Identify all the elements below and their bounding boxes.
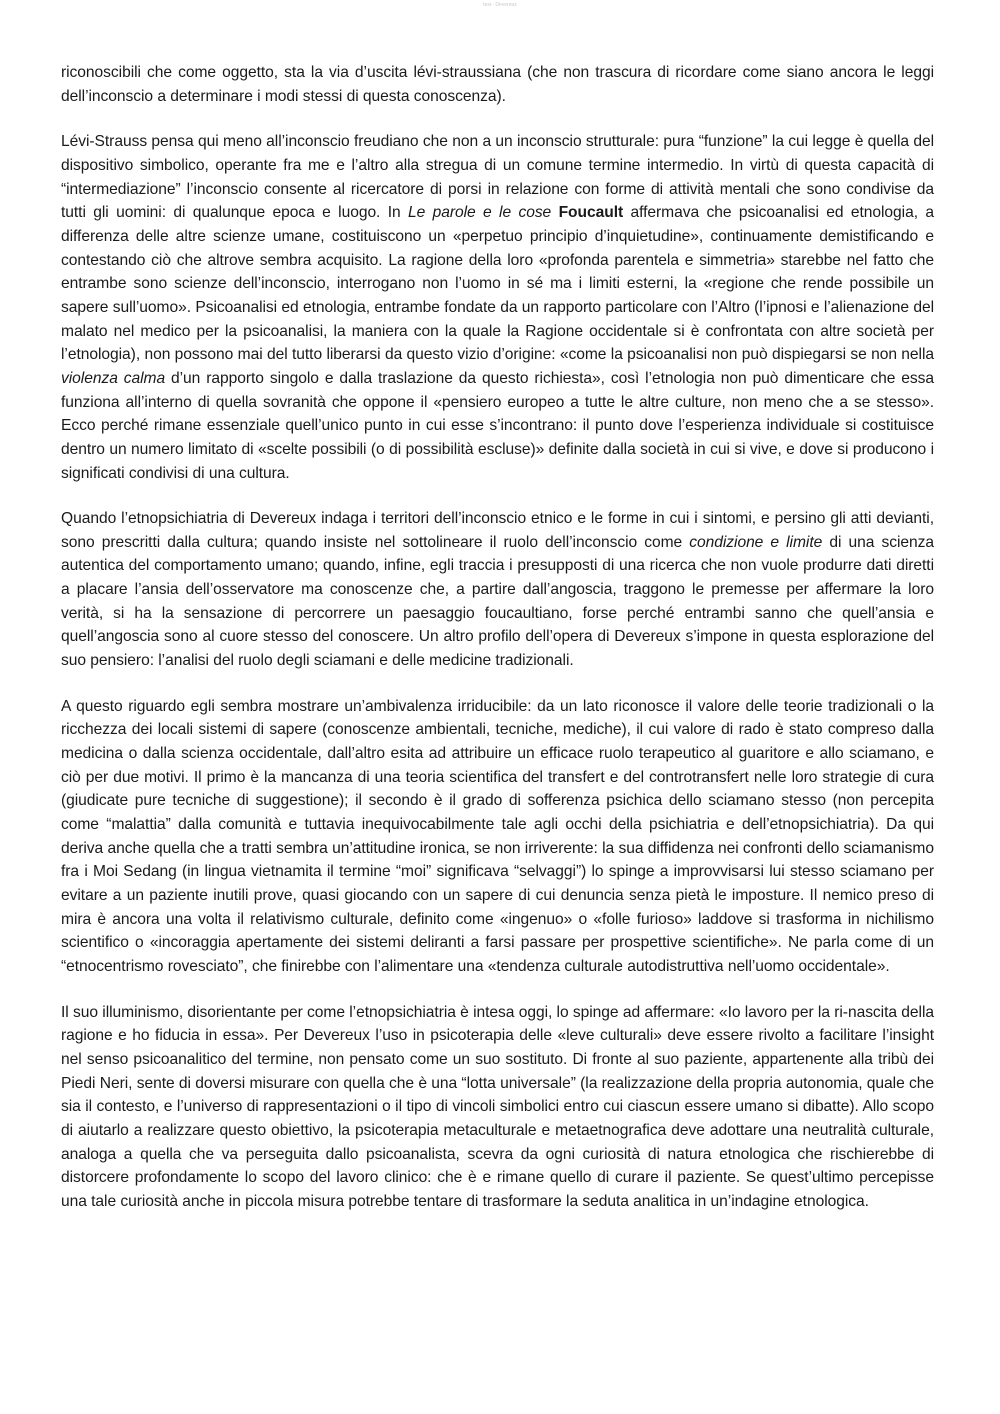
text-run: Quando l’etnopsichiatria di Devereux indaga i territori dell’inconscio etnico e le forme in cui i sintomi, e persino gli atti devianti, sono prescritti dalla cultura; quando insiste nel sottolineare il ruolo dell’inconscio come xyxy=(61,510,934,551)
document-body xyxy=(61,61,934,1214)
text-run: affermava che psicoanalisi ed etnologia, a differenza delle altre scienze umane, costituiscono un «perpetuo principio d’inquietudine», continuamente demistificando e contestando ciò che altrove sembra acquisito. La ragione della loro «profonda parentela e simmetria» starebbe nel fatto che entrambe sono scienze dell’inconscio, interrogano non l’uomo in sé ma i limiti esterni, la «regione che rende possibile un sapere sull’uomo». Psicoanalisi ed etnologia, entrambe fondate da un rapporto particolare con l’Altro (l’ipnosi e l’alienazione del malato nel medico per la psicoanalisi, la maniera con la quale la Ragione occidentale si è confrontata con altre società per l’etnologia), non possono mai del tutto liberarsi da questo vizio d’origine: «come la psicoanalisi non può dispiegarsi se non nella xyxy=(61,204,934,364)
italic-phrase: condizione e limite xyxy=(689,533,823,551)
paragraph-2 xyxy=(61,130,934,485)
text-run: riconoscibili che come oggetto, sta la via d’uscita lévi-straussiana (che non trascura di ricordare come siano ancora le leggi dell’inconscio a determinare i modi stessi di questa conoscenza). xyxy=(61,64,934,105)
text-run: A questo riguardo egli sembra mostrare un’ambivalenza irriducibile: da un lato riconosce il valore delle teorie tradizionali o la ricchezza dei locali sistemi di sapere (conoscenze ambientali, tecniche, mediche), il cui valore di rado è stato compreso dalla medicina o dalla scienza occidentale, dall’altro esita ad attribuire un efficace ruolo terapeutico al guaritore e allo sciamano, e ciò per due motivi. Il primo è la mancanza di una teoria scientifica del transfert e del controtransfert nelle loro strategie di cura (giudicate pure tecniche di suggestione); il secondo è il grado di sofferenza psichica dello sciamano stesso (non percepita come “malattia” dalla comunità e tuttavia inequivocabilmente tale agli occhi della psichiatria e dell’etnopsichiatria). Da qui deriva anche quella che a tratti sembra un’attitudine ironica, se non irriverente: la sua diffidenza nei confronti dello sciamanismo fra i Moi Sedang (in lingua vietnamita il termine “moi” significava “selvaggi”) lo spinge a improvvisarsi lui stesso sciamano per evitare a un paziente inutili prove, quasi giocando con un sapere di cui denuncia senza pietà le imposture. Il nemico preso di mira è ancora una volta il relativismo culturale, definito come «ingenuo» o «folle furioso» laddove si trasforma in nichilismo scientifico o «incoraggia apertamente dei sistemi deliranti a farsi passare per prospettive scientifiche». Ne parla come di un “etnocentrismo rovesciato”, che finirebbe con l’alimentare una «tendenza culturale autodistruttiva nell’uomo occidentale». xyxy=(61,697,934,975)
text-run: Il suo illuminismo, disorientante per come l’etnopsichiatria è intesa oggi, lo spinge ad affermare: «Io lavoro per la ri-nascita della ragione e ho fiducia in essa». Per Devereux l’uso in psicoterapia delle «leve culturali» deve essere rivolto a facilitare l’insight nel senso psicoanalitico del termine, non pensato come un suo sostituto. Di fronte al suo paziente, appartenente alla tribù dei Piedi Neri, sente di doversi misurare con quella che è una “lotta universale” (la realizzazione della propria autonomia, quale che sia il contesto, e l’universo di rappresentazioni o il tipo di vincoli simbolici entro cui ciascun essere umano si dibatte). Allo scopo di aiutarlo a realizzare questo obiettivo, la psicoterapia metaculturale e metaetnografica deve adottare una neutralità culturale, analoga a quella che va perseguita dallo psicoanalista, scevra da ogni curiosità di natura etnologica che rischierebbe di distorcere profondamente lo scopo del lavoro clinico: che è e rimane quello di curare il paziente. Se quest’ultimo percepisse una tale curiosità anche in piccola misura potrebbe tentare di trasformare la seduta analitica in un’indagine etnologica. xyxy=(61,1003,934,1210)
paragraph-1 xyxy=(61,61,934,108)
text-run: d’un rapporto singolo e dalla traslazione da questo richiesta», così l’etnologia non può dimenticare che essa funziona all’interno di quella sovranità che oppone il «pensiero europeo a tutte le altre culture, non meno che a se stesso». Ecco perché rimane essenziale quell’unico punto in cui esse s’incontrano: il punto dove l’esperienza individuale si costituisce dentro un numero limitato di «scelte possibili (o di possibilità escluse)» definite dalla società in cui si vive, e dove si producono i significati condivisi di una cultura. xyxy=(61,369,934,482)
paragraph-3 xyxy=(61,507,934,673)
italic-phrase: violenza calma xyxy=(61,369,166,387)
text-run: di una scienza autentica del comportamento umano; quando, infine, egli traccia i presupposti di una ricerca che non vuole produrre dati diretti a placare l’ansia dell’osservatore ma conoscenze che, a partire dall’angoscia, traggono le premesse per affermare la loro verità, si ha la sensazione di percorrere un paesaggio foucaultiano, forse perché entrambi sanno che quell’ansia e quell’angoscia sono al cuore stesso del conoscere. Un altro profilo dell’opera di Devereux s’impone in questa esplorazione del suo pensiero: l’analisi del ruolo degli sciamani e delle medicine tradizionali. xyxy=(61,533,934,670)
italic-title: Le parole e le cose xyxy=(408,204,552,222)
text-run: Lévi-Strauss pensa qui meno all’inconscio freudiano che non a un inconscio strutturale: pura “funzione” la cui legge è quella del dispositivo simbolico, operante fra me e l’altro alla stregua di un comune termine intermedio. In virtù di questa capacità di “intermediazione” l’inconscio consente al ricercatore di porsi in relazione con forme di attività mentali che sono condivise da tutti gli uomini: di qualunque epoca e luogo. In xyxy=(61,133,934,222)
page-header-mark: tesi - Devereux xyxy=(483,2,517,8)
bold-name: Foucault xyxy=(558,204,624,222)
paragraph-4 xyxy=(61,695,934,979)
paragraph-5 xyxy=(61,1001,934,1214)
text-run xyxy=(551,204,558,221)
